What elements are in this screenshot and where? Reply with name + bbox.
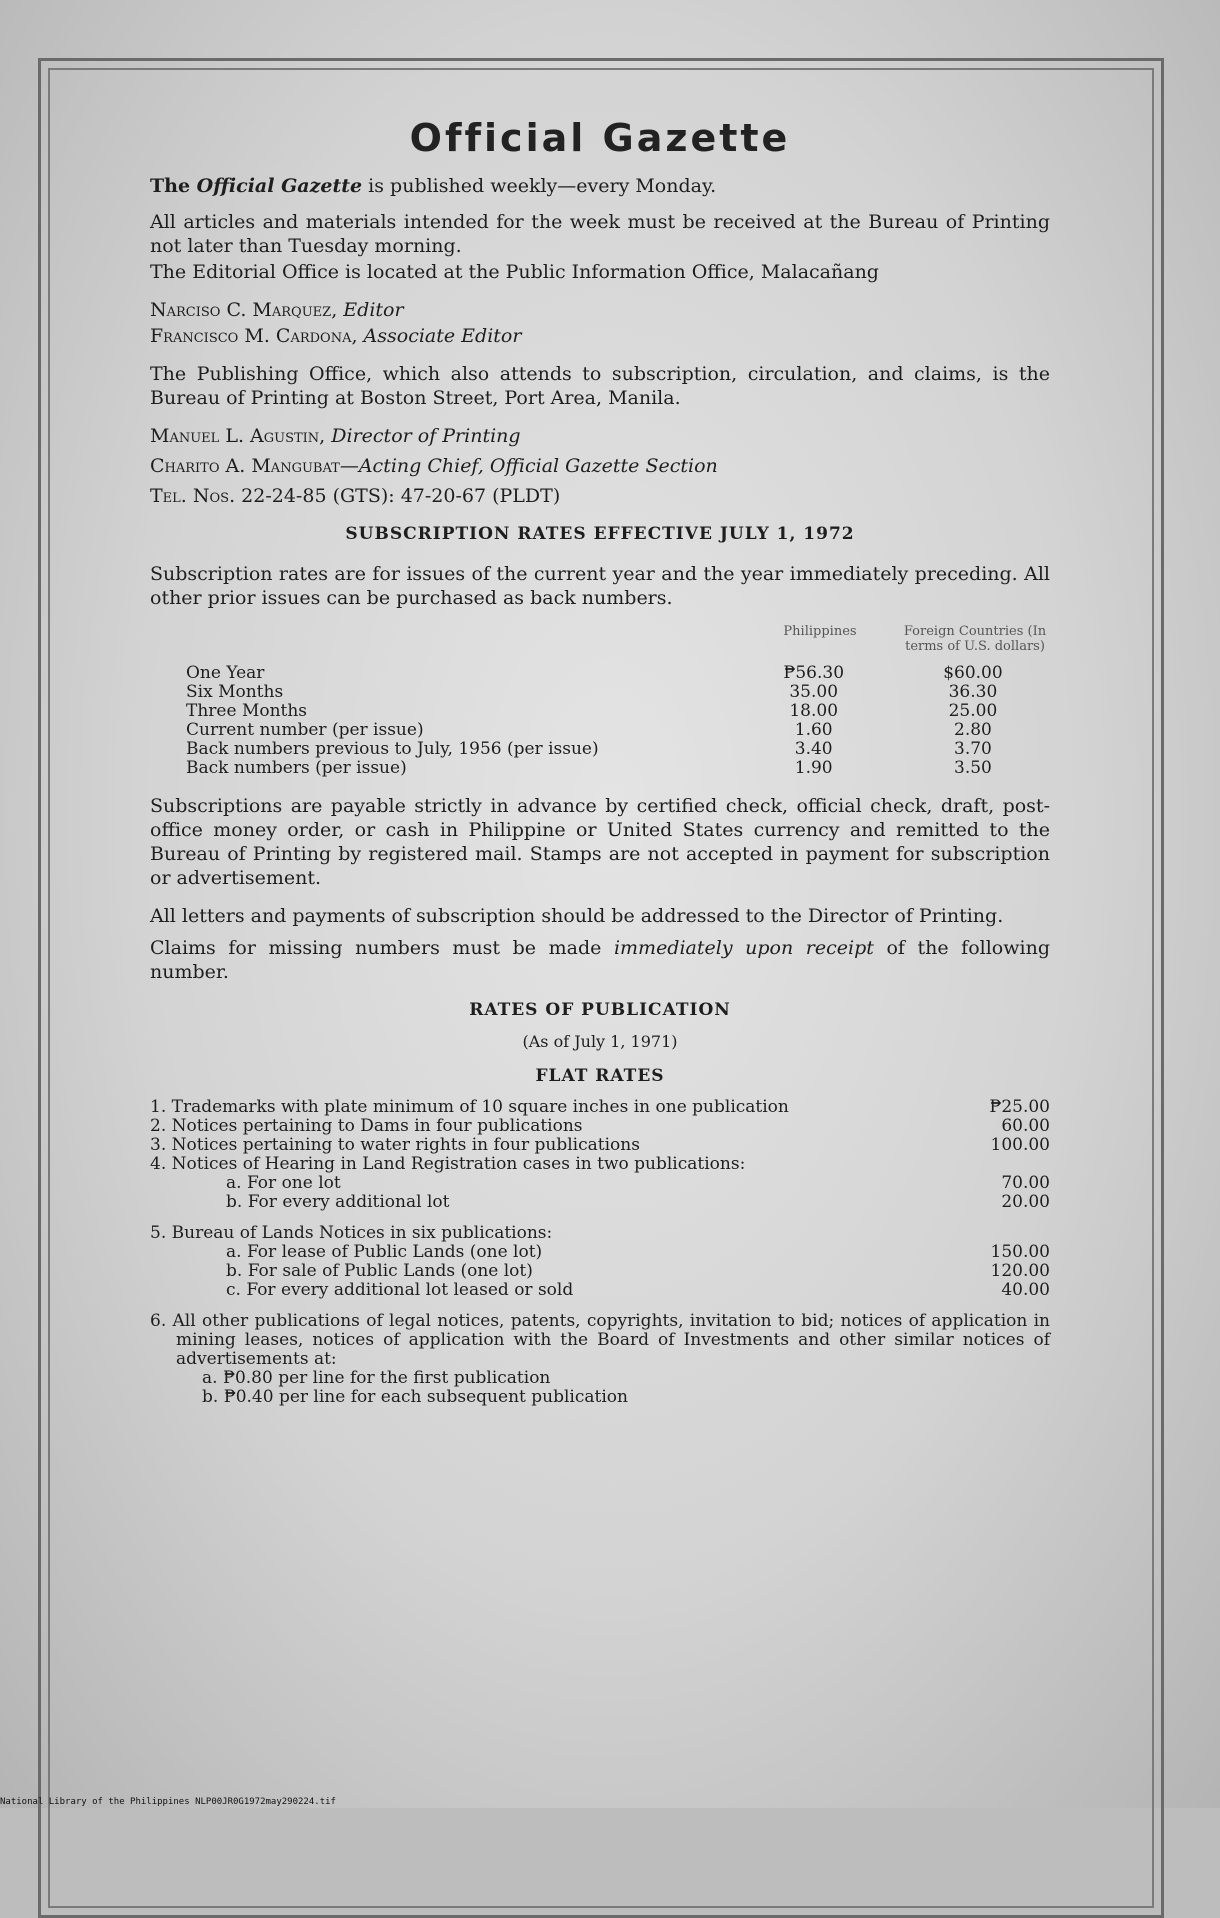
director-line [150, 424, 1050, 448]
letters-text: All letters and payments of subscription should be addressed to the Director of Printing. [150, 905, 1004, 927]
rate-foreign: 25.00 [948, 701, 998, 721]
publication-rate-amount: 20.00 [1001, 1192, 1050, 1212]
rate-label: Three Months [186, 701, 308, 721]
intro-line [150, 174, 1050, 198]
publication-rate-amount: 100.00 [990, 1135, 1050, 1155]
publication-rate-amount [950, 1224, 1050, 1243]
publication-rate-label: 4. Notices of Hearing in Land Registration cases in two publications: [150, 1154, 746, 1174]
chief-line [150, 454, 1050, 478]
rate-label: Back numbers previous to July, 1956 (per issue) [186, 739, 599, 759]
rate-row [150, 740, 1050, 759]
tel-label: Tel. Nos. [150, 485, 236, 507]
publication-rate-amount [950, 1155, 1050, 1174]
chief-name: Charito A. Mangubat— [150, 455, 359, 477]
flat-rates-table [150, 1098, 1050, 1212]
lands-rates-table [150, 1224, 1050, 1300]
subscription-rates-table [150, 664, 1050, 778]
other-item-first: a. ₱0.80 per line for the first publication [202, 1368, 551, 1388]
publication-rate-label: 5. Bureau of Lands Notices in six publications: [150, 1223, 553, 1243]
publication-rate-row [150, 1117, 1050, 1136]
editorial-office-text: The Editorial Office is located at the Public Information Office, Malacañang [150, 261, 879, 283]
publication-rate-amount: 60.00 [1001, 1116, 1050, 1136]
gazette-page [150, 116, 1050, 1407]
claims-pre: Claims for missing numbers must be made [150, 937, 614, 959]
associate-editor-line [150, 324, 1050, 348]
rate-row [150, 721, 1050, 740]
rate-foreign: 3.70 [954, 739, 992, 759]
deadline-text: All articles and materials intended for the week must be received at the Bureau of Printing not later than Tuesday morning. [150, 211, 1050, 257]
rate-row [150, 683, 1050, 702]
publication-rate-label: 2. Notices pertaining to Dams in four publications [150, 1116, 583, 1136]
publication-rate-amount: 120.00 [990, 1261, 1050, 1281]
flat-rates-title: FLAT RATES [535, 1066, 665, 1086]
intro-pre: The [150, 175, 197, 197]
payment-text: Subscriptions are payable strictly in advance by certified check, official check, draft, post-office money order, or cash in Philippine or United States currency and remitted to the Bureau of Printing by registered mail. Stamps are not accepted in payment for subscription or advertisement. [150, 795, 1050, 889]
publication-rate-row [150, 1155, 1050, 1174]
director-name: Manuel L. Agustin, [150, 425, 326, 447]
rate-foreign: $60.00 [943, 663, 1003, 683]
rate-ph: ₱56.30 [783, 663, 845, 683]
rate-ph: 1.60 [794, 720, 833, 740]
publishing-office-text: The Publishing Office, which also attends to subscription, circulation, and claims, is the Bureau of Printing at Boston Street, Port Area, Manila. [150, 363, 1050, 409]
rate-row [150, 664, 1050, 683]
publication-rate-label: b. For every additional lot [226, 1192, 450, 1212]
intro-post: is published weekly—every Monday. [362, 175, 717, 197]
archive-footer: National Library of the Philippines NLP00JR0G1972may290224.tif [0, 1797, 336, 1807]
publication-rate-label: a. For lease of Public Lands (one lot) [226, 1242, 543, 1262]
claims-post: of the following number. [150, 937, 1050, 983]
editor-role: Editor [343, 299, 404, 321]
rate-label: One Year [186, 663, 265, 683]
publication-rate-row [150, 1098, 1050, 1117]
publication-rate-label: a. For one lot [226, 1173, 341, 1193]
associate-editor-name: Francisco M. Cardona, [150, 325, 358, 347]
publication-subtitle: (As of July 1, 1971) [522, 1032, 678, 1051]
publication-rate-amount: 70.00 [1001, 1173, 1050, 1193]
rate-row [150, 702, 1050, 721]
publication-rate-label: c. For every additional lot leased or sold [226, 1280, 574, 1300]
publication-rate-row [150, 1281, 1050, 1300]
publication-rate-row [150, 1136, 1050, 1155]
publication-rate-label: 1. Trademarks with plate minimum of 10 square inches in one publication [150, 1097, 789, 1117]
publication-rate-amount: 40.00 [1001, 1280, 1050, 1300]
rate-foreign: 3.50 [954, 758, 992, 778]
other-publications-text: 6. All other publications of legal notices, patents, copyrights, invitation to bid; notices of application in mining leases, notices of application with the Board of Investments and other similar notices of advertisements at: [150, 1311, 1050, 1369]
page-title: Official Gazette [409, 116, 791, 160]
rate-ph: 35.00 [789, 682, 839, 702]
subscription-text: Subscription rates are for issues of the current year and the year immediately preceding. All other prior issues can be purchased as back numbers. [150, 563, 1050, 609]
associate-editor-role: Associate Editor [363, 325, 522, 347]
rate-ph: 18.00 [789, 701, 839, 721]
rate-label: Current number (per issue) [186, 720, 424, 740]
publication-rate-row [150, 1224, 1050, 1243]
publication-title: RATES OF PUBLICATION [469, 1000, 731, 1020]
foreign-column-header: Foreign Countries (In terms of U.S. dollars) [903, 624, 1047, 654]
rate-foreign: 36.30 [948, 682, 998, 702]
telephone-line [150, 484, 1050, 508]
tel-value: 22-24-85 (GTS): 47-20-67 (PLDT) [241, 485, 561, 507]
chief-role: Acting Chief, Official Gazette Section [358, 455, 718, 477]
ph-column-header: Philippines [783, 624, 857, 639]
publication-rate-row [150, 1243, 1050, 1262]
publication-rate-row [150, 1262, 1050, 1281]
publication-rate-amount: 150.00 [990, 1242, 1050, 1262]
subscription-title: SUBSCRIPTION RATES EFFECTIVE JULY 1, 1972 [345, 524, 855, 544]
other-item-subsequent: b. ₱0.40 per line for each subsequent publication [202, 1387, 628, 1407]
editor-line [150, 298, 1050, 322]
rate-label: Six Months [186, 682, 284, 702]
claims-italic: immediately upon receipt [613, 937, 874, 959]
publication-rate-amount: ₱25.00 [989, 1097, 1050, 1117]
rate-label: Back numbers (per issue) [186, 758, 407, 778]
publication-rate-label: b. For sale of Public Lands (one lot) [226, 1261, 533, 1281]
publication-rate-label: 3. Notices pertaining to water rights in four publications [150, 1135, 640, 1155]
rate-ph: 1.90 [794, 758, 833, 778]
rates-header [150, 624, 1050, 654]
claims-text [150, 936, 1050, 984]
rate-ph: 3.40 [794, 739, 833, 759]
director-role: Director of Printing [331, 425, 521, 447]
rate-foreign: 2.80 [954, 720, 992, 740]
publication-rate-row [150, 1174, 1050, 1193]
other-items [150, 1369, 1050, 1407]
rate-row [150, 759, 1050, 778]
editor-name: Narciso C. Marquez, [150, 299, 338, 321]
publication-rate-row [150, 1193, 1050, 1212]
intro-italic: Official Gazette [196, 175, 363, 197]
